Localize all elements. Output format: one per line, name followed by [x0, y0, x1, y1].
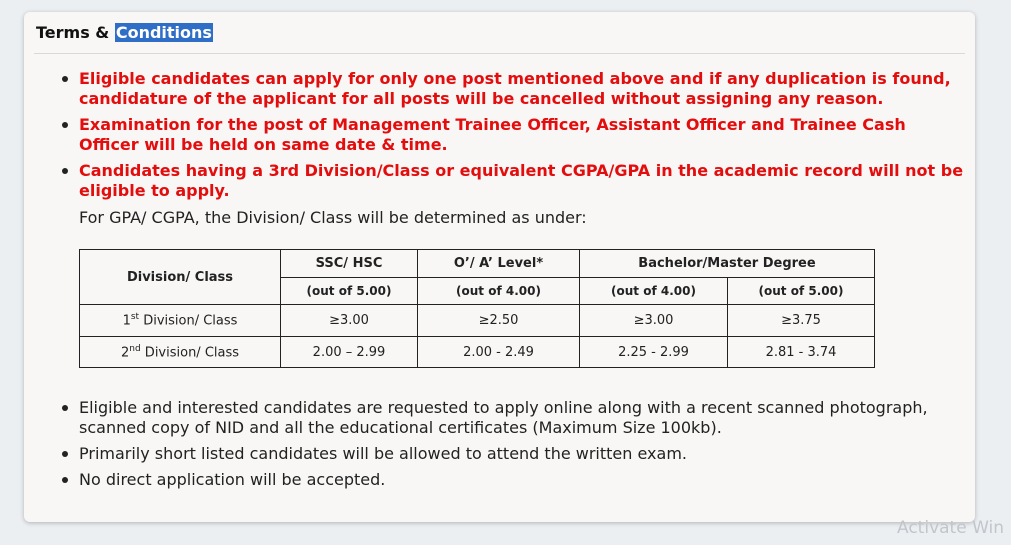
header-bachelor-sub-4: (out of 4.00) [580, 278, 728, 305]
table-row [80, 337, 875, 368]
title-highlight-selected[interactable]: Conditions [115, 23, 212, 42]
header-olevel: O’/ A’ Level* [418, 250, 580, 278]
header-ssc: SSC/ HSC [281, 250, 418, 278]
bachelor5-cell: ≥3.75 [728, 305, 875, 337]
table-row [80, 305, 875, 337]
ssc-cell: 2.00 – 2.99 [281, 337, 418, 368]
list-item: Examination for the post of Management Trainee Officer, Assistant Officer and Trainee Cash Officer will be held on same date & time. [79, 115, 969, 155]
header-olevel-sub: (out of 4.00) [418, 278, 580, 305]
activation-watermark: Activate Win [897, 518, 1005, 538]
list-item: No direct application will be accepted. [79, 470, 959, 490]
general-terms-list [79, 398, 959, 496]
bachelor5-cell: 2.81 - 3.74 [728, 337, 875, 368]
division-number: 1 [122, 313, 131, 329]
title-divider [34, 53, 965, 54]
olevel-cell: 2.00 - 2.49 [418, 337, 580, 368]
header-ssc-sub: (out of 5.00) [281, 278, 418, 305]
list-item: Primarily short listed candidates will be allowed to attend the written exam. [79, 444, 959, 464]
title-prefix: Terms & [36, 23, 110, 42]
division-number: 2 [120, 345, 130, 361]
red-terms-list [79, 69, 969, 207]
list-item: Eligible and interested candidates are requested to apply online along with a recent scanned photograph, scanned copy of NID and all the educational certificates (Maximum Size 100kb). [79, 398, 959, 438]
gpa-note: For GPA/ CGPA, the Division/ Class will be determined as under: [79, 208, 587, 227]
header-bachelor-sub-5: (out of 5.00) [728, 278, 875, 305]
card-title [36, 22, 213, 44]
division-cell [80, 305, 281, 337]
division-label: Division/ Class [139, 313, 238, 329]
division-cell [80, 337, 281, 368]
list-item: Eligible candidates can apply for only one post mentioned above and if any duplication is found, candidature of the applicant for all posts will be cancelled without assigning any reason. [79, 69, 969, 109]
bachelor4-cell: 2.25 - 2.99 [580, 337, 728, 368]
list-item: Candidates having a 3rd Division/Class or equivalent CGPA/GPA in the academic record will not be eligible to apply. [79, 161, 969, 201]
division-suffix: nd [129, 343, 141, 354]
division-suffix: st [130, 312, 140, 323]
terms-card [24, 12, 975, 522]
bachelor4-cell: ≥3.00 [580, 305, 728, 337]
ssc-cell: ≥3.00 [281, 305, 418, 337]
division-label: Division/ Class [140, 345, 240, 361]
header-division: Division/ Class [80, 250, 281, 305]
division-table [79, 249, 875, 368]
header-bachelor: Bachelor/Master Degree [580, 250, 875, 278]
olevel-cell: ≥2.50 [418, 305, 580, 337]
